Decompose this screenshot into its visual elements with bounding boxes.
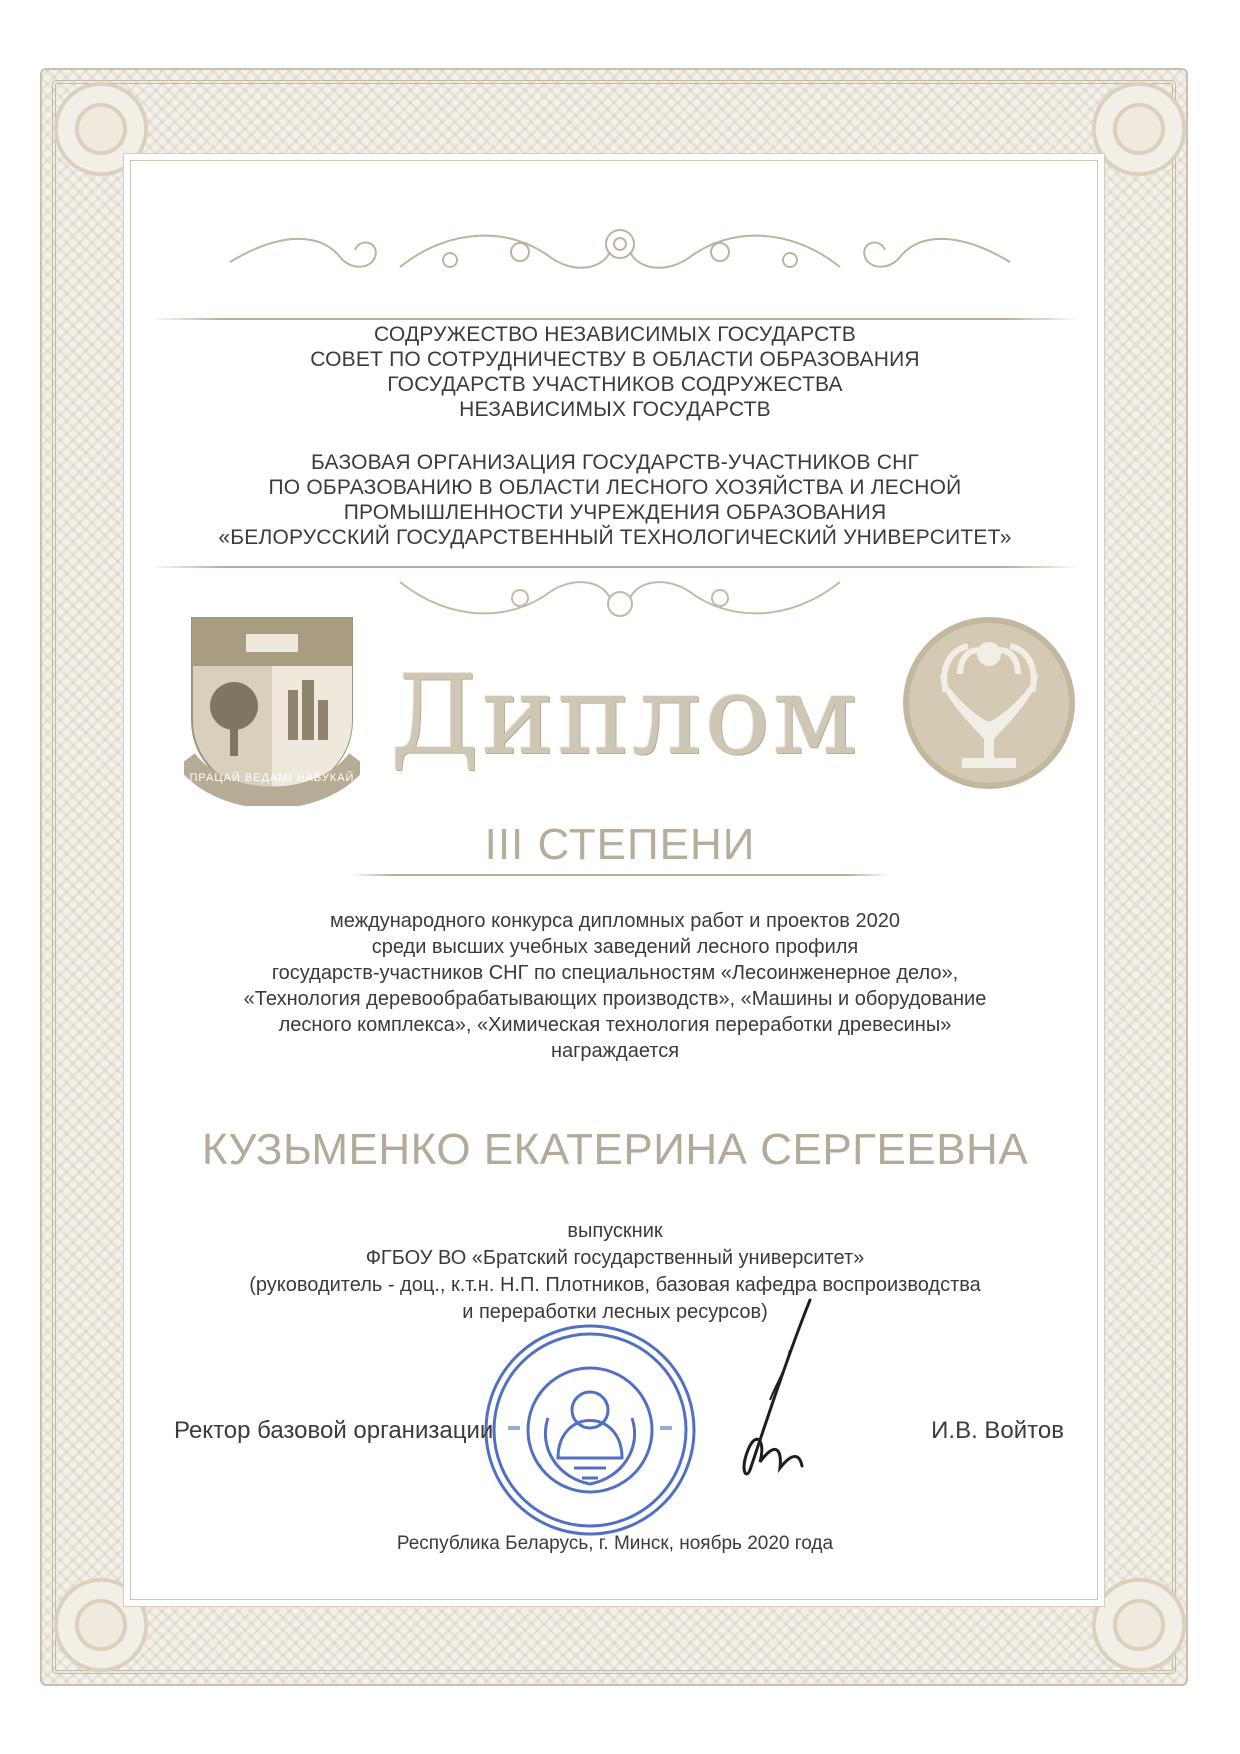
rector-title: Ректор базовой организации [174,1417,494,1444]
organization-header-line: ПО ОБРАЗОВАНИЮ В ОБЛАСТИ ЛЕСНОГО ХОЗЯЙСТВА И ЛЕСНОЙ [268,476,962,499]
emblem-motto-word: НАВУКАЙ [296,772,355,784]
award-description-line: награждается [550,1040,680,1062]
organization-header-line: «БЕЛОРУССКИЙ ГОСУДАРСТВЕННЫЙ ТЕХНОЛОГИЧЕСКИЙ УНИВЕРСИТЕТ» [218,526,1012,549]
emblem-motto [184,758,360,798]
official-stamp-icon [478,1318,702,1542]
award-description-line: среди высших учебных заведений лесного профиля [371,936,859,958]
organization-header [150,450,1080,550]
council-header-line: СОВЕТ ПО СОТРУДНИЧЕСТВУ В ОБЛАСТИ ОБРАЗОВАНИЯ [310,348,920,371]
graduate-info [150,1218,1080,1326]
council-header-line: НЕЗАВИСИМЫХ ГОСУДАРСТВ [459,398,771,421]
cis-emblem-icon [900,614,1078,792]
graduate-info-line: выпускник [567,1220,663,1242]
top-flourish-icon [220,222,1020,282]
organization-header-line: ПРОМЫШЛЕННОСТИ УЧРЕЖДЕНИЯ ОБРАЗОВАНИЯ [343,501,887,524]
diploma-degree: III СТЕПЕНИ [484,820,756,869]
award-description-line: государств-участников СНГ по специальностям «Лесоинженерное дело», [271,962,959,984]
corner-ornament-icon [1084,74,1194,184]
award-description [150,908,1080,1064]
council-header-line: ГОСУДАРСТВ УЧАСТНИКОВ СОДРУЖЕСТВА [387,373,843,396]
award-description-line: «Технология деревообрабатывающих производств», «Машины и оборудование [243,988,987,1010]
awardee-name: КУЗЬМЕНКО ЕКАТЕРИНА СЕРГЕЕВНА [201,1125,1029,1174]
award-description-line: лесного комплекса», «Химическая технология переработки древесины» [278,1014,952,1036]
graduate-info-line: и переработки лесных ресурсов) [462,1301,768,1323]
divider-line [150,566,1080,568]
award-description-line: международного конкурса дипломных работ и проектов 2020 [330,910,900,932]
rector-name: И.В. Войтов [931,1417,1064,1444]
corner-ornament-icon [1084,1570,1194,1680]
emblem-motto-word: ПРАЦАЙ [189,772,241,784]
emblem-motto-word: ВЕДАМІ [244,772,293,784]
council-header-line: СОДРУЖЕСТВО НЕЗАВИСИМЫХ ГОСУДАРСТВ [373,323,857,346]
organization-header-line: БАЗОВАЯ ОРГАНИЗАЦИЯ ГОСУДАРСТВ-УЧАСТНИКОВ СНГ [310,451,920,474]
divider-line [150,318,1080,320]
graduate-info-line: (руководитель - доц., к.т.н. Н.П. Плотников, базовая кафедра воспроизводства [249,1274,981,1296]
graduate-info-line: ФГБОУ ВО «Братский государственный университет» [365,1247,865,1269]
diploma-title: Диплом [390,651,860,779]
divider-line [350,874,890,876]
rector-signature-icon [690,1290,840,1490]
council-header [150,322,1080,422]
place-and-date: Республика Беларусь, г. Минск, ноябрь 2020 года [396,1533,834,1554]
